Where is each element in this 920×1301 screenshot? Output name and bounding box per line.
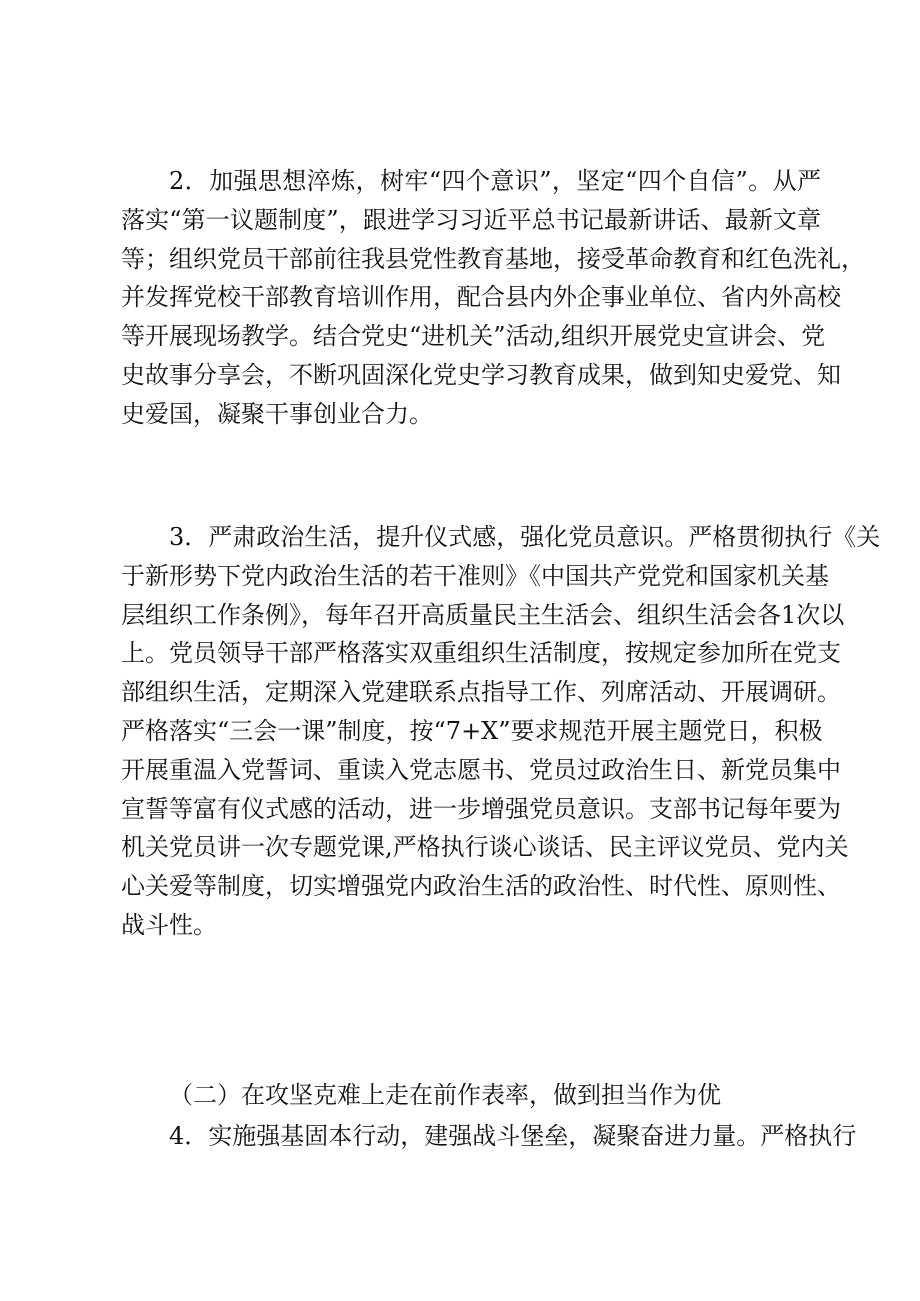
text-line: 机关党员讲一次专题党课,严格执行谈心谈话、民主评议党员、党内关 [121,833,849,862]
paragraph-item-3 [121,518,881,945]
section-heading-2 [121,1076,821,1115]
text-line: 层组织工作条例》，每年召开高质量民主生活会、组织生活会各1次以 [121,600,845,629]
paragraph-item-2 [121,162,865,434]
text-line: 开展重温入党誓词、重读入党志愿书、党员过政治生日、新党员集中 [121,755,841,784]
text-line: 严格落实“三会一课”制度，按“7+X”要求规范开展主题党日，积极 [121,716,823,745]
text-line: 史爱国，凝聚干事创业合力。 [121,399,433,428]
text-line: 2．加强思想淬炼，树牢“四个意识”，坚定“四个自信”。从严 [169,167,821,195]
text-line: 并发挥党校干部教育培训作用，配合县内外企事业单位、省内外高校 [121,283,841,312]
text-line: 史故事分享会，不断巩固深化党史学习教育成果，做到知史爱党、知 [121,360,841,389]
text-line: 战斗性。 [121,910,217,939]
text-line: 于新形势下党内政治生活的若干准则》《中国共产党党和国家机关基 [121,561,829,590]
text-line: 宣誓等富有仪式感的活动，进一步增强党员意识。支部书记每年要为 [121,794,841,823]
paragraph-item-4 [121,1117,857,1156]
text-line: 落实“第一议题制度”，跟进学习习近平总书记最新讲话、最新文章 [121,205,821,234]
text-line: 3．严肃政治生活，提升仪式感，强化党员意识。严格贯彻执行《关 [169,523,881,551]
text-line: 等；组织党员干部前往我县党性教育基地，接受革命教育和红色洗礼， [121,244,865,273]
text-line: 4．实施强基固本行动，建强战斗堡垒，凝聚奋进力量。严格执行 [169,1122,857,1150]
text-line: 等开展现场教学。结合党史“进机关”活动,组织开展党史宣讲会、党 [121,322,826,351]
text-line: 上。党员领导干部严格落实双重组织生活制度，按规定参加所在党支 [121,639,841,668]
text-line: 部组织生活，定期深入党建联系点指导工作、列席活动、开展调研。 [121,678,841,707]
section-heading-text: （二）在攻坚克难上走在前作表率，做到担当作为优 [169,1081,721,1109]
text-line: 心关爱等制度，切实增强党内政治生活的政治性、时代性、原则性、 [121,872,841,901]
